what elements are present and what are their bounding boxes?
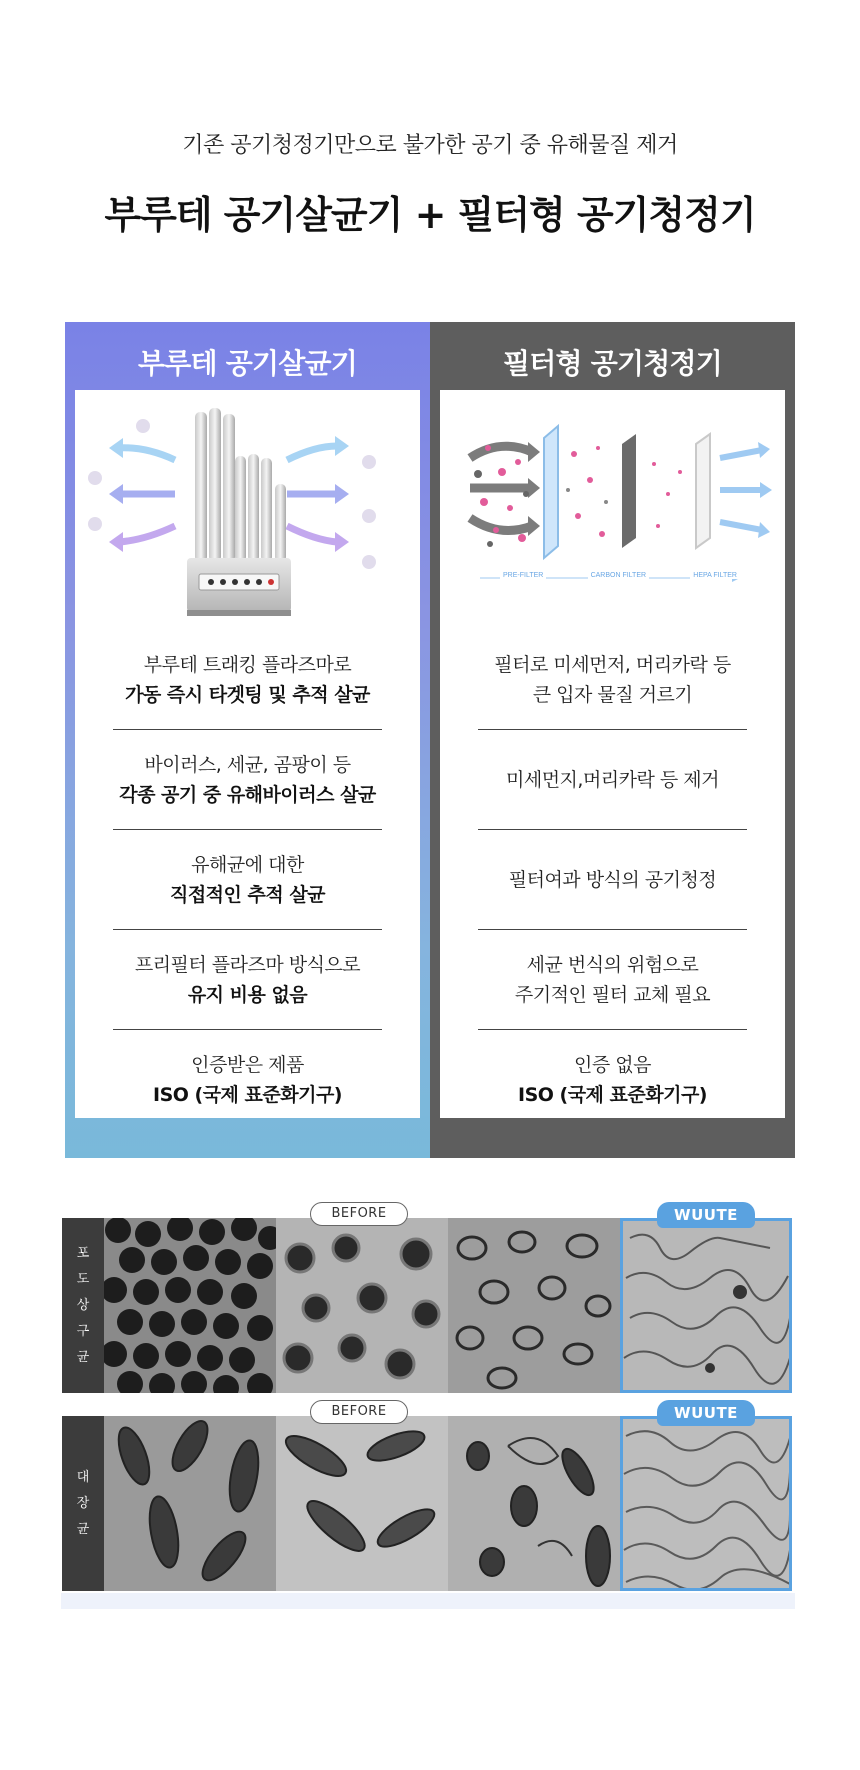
microscopy-image [276,1218,448,1393]
feature-line-1: 인증받은 제품 [191,1054,304,1076]
list-item [75,630,420,730]
microscopy-image [448,1416,620,1591]
feature-line-2: 직접적인 추적 살균 [169,884,326,906]
filter-label: CARBON FILTER [588,572,650,579]
filter-purifier-card [440,390,785,1118]
feature-line-2: 가동 즉시 타겟팅 및 추적 살균 [125,684,370,706]
sterilizer-column-title: 부루테 공기살균기 [138,347,357,380]
feature-line-1: 유해균에 대한 [191,854,304,876]
feature-line-2: ISO (국제 표준화기구) [153,1084,342,1106]
list-item [440,930,785,1030]
before-tag: BEFORE [310,1202,408,1226]
brand-logo-tag: WUUTE [657,1400,755,1426]
sterilizer-column [65,322,430,1158]
microscopy-panels [104,1218,795,1393]
microscopy-image [104,1218,276,1393]
filter-purifier-column [430,322,795,1158]
list-item [75,830,420,930]
feature-line-2: 유지 비용 없음 [187,984,308,1006]
microscopy-image-after [620,1416,792,1591]
filter-feature-list [440,630,785,1130]
feature-line-2: 미세먼지,머리카락 등 제거 [505,769,719,791]
feature-line-2: 필터여과 방식의 공기청정 [508,869,717,891]
feature-line-2: 각종 공기 중 유해바이러스 살균 [119,784,376,806]
list-item [440,630,785,730]
list-item [75,930,420,1030]
filter-label: PRE-FILTER [500,572,546,579]
bacteria-label: 포 도 상 구 균 [62,1218,104,1393]
feature-line-1: 부루테 트래킹 플라즈마로 [143,654,352,676]
sterilizer-card [75,390,420,1118]
bacteria-label: 대 장 균 [62,1416,104,1591]
feature-line-1: 인증 없음 [574,1054,651,1076]
microscopy-row-staphylococcus [60,1206,795,1385]
microscopy-row-ecoli [60,1404,795,1583]
microscopy-image [104,1416,276,1591]
sterilizer-feature-list [75,630,420,1130]
filter-label: HEPA FILTER [690,572,740,579]
filter-purifier-column-title: 필터형 공기청정기 [503,347,722,380]
filter-illustration [440,398,785,630]
sterilizer-illustration [75,398,420,630]
list-item [440,830,785,930]
list-item [75,730,420,830]
bottom-strip [61,1593,795,1609]
page-headline: 부루테 공기살균기 + 필터형 공기청정기 [104,193,756,237]
comparison-table [65,322,795,1158]
feature-line-2: ISO (국제 표준화기구) [518,1084,707,1106]
feature-line-1: 세균 번식의 위험으로 [526,954,699,976]
page-subtitle: 기존 공기청정기만으로 불가한 공기 중 유해물질 제거 [182,133,678,158]
list-item [440,1030,785,1130]
feature-line-1: 바이러스, 세균, 곰팡이 등 [144,754,351,776]
microscopy-image [276,1416,448,1591]
microscopy-image-after [620,1218,792,1393]
brand-logo-tag: WUUTE [657,1202,755,1228]
microscopy-panels [104,1416,795,1591]
feature-line-1: 필터로 미세먼저, 머리카락 등 [494,654,731,676]
microscopy-image [448,1218,620,1393]
list-item [75,1030,420,1130]
before-tag: BEFORE [310,1400,408,1424]
feature-line-2: 주기적인 필터 교체 필요 [514,984,711,1006]
list-item [440,730,785,830]
feature-line-1: 프리필터 플라즈마 방식으로 [134,954,361,976]
feature-line-2: 큰 입자 물질 거르기 [532,684,693,706]
